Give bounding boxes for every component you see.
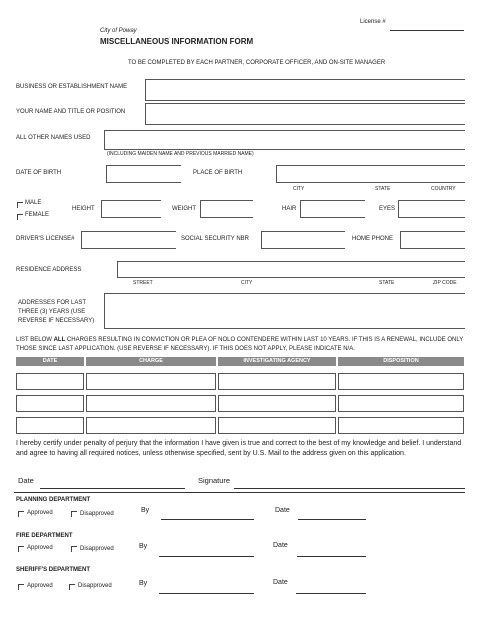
res-street-label: STREET <box>133 280 153 286</box>
sheriff-by-line[interactable] <box>159 593 254 594</box>
ssn-label: SOCIAL SECURITY NBR <box>181 236 250 242</box>
sheriff-date-line[interactable] <box>296 593 366 594</box>
col-charge: CHARGE <box>86 357 216 366</box>
pob-city-label: CITY <box>293 186 305 192</box>
col-agency: INVESTIGATING AGENCY <box>218 357 336 366</box>
drivers-license-field[interactable] <box>81 231 176 249</box>
fire-approved-checkbox[interactable] <box>18 546 24 552</box>
license-label: License # <box>360 19 386 25</box>
prev-addresses-label: ADDRESSES FOR LAST THREE (3) YEARS (USE REVERSE IF NECESSARY) <box>18 300 95 324</box>
charge-row-3-date[interactable] <box>16 417 84 434</box>
height-field[interactable] <box>101 200 161 218</box>
your-name-field[interactable] <box>145 103 465 125</box>
res-city-label: CITY <box>241 280 253 286</box>
sheriff-approved-checkbox[interactable] <box>18 584 24 590</box>
charge-row-3-agency[interactable] <box>218 417 336 434</box>
planning-by-line[interactable] <box>161 519 254 520</box>
planning-date-label: Date <box>275 507 290 514</box>
home-phone-label: HOME PHONE <box>352 236 394 242</box>
dob-label: DATE OF BIRTH <box>16 170 62 176</box>
hair-field[interactable] <box>300 200 365 218</box>
planning-date-line[interactable] <box>298 519 366 520</box>
business-name-field[interactable] <box>145 79 465 101</box>
form-subtitle: TO BE COMPLETED BY EACH PARTNER, CORPORATE OFFICER, AND ON-SITE MANAGER <box>128 60 386 66</box>
res-zip-label: ZIP CODE <box>433 280 457 286</box>
fire-date-line[interactable] <box>297 556 366 557</box>
business-name-label: BUSINESS OR ESTABLISHMENT NAME <box>16 84 128 90</box>
female-label: FEMALE <box>25 212 50 218</box>
signature-date-label: Date <box>18 476 34 485</box>
fire-dept-title: FIRE DEPARTMENT <box>16 533 73 539</box>
charge-row-3-charge[interactable] <box>86 417 216 434</box>
city-name: City of Poway <box>100 28 137 34</box>
pob-country-label: COUNTRY <box>431 186 456 192</box>
pob-label: PLACE OF BIRTH <box>193 170 243 176</box>
residence-field[interactable] <box>117 261 465 278</box>
male-checkbox[interactable] <box>17 202 23 208</box>
your-name-label: YOUR NAME AND TITLE OR POSITION <box>16 109 126 115</box>
sheriff-dept-title: SHERIFF'S DEPARTMENT <box>16 567 90 573</box>
col-date: DATE <box>16 357 84 366</box>
sheriff-disapproved-label: Disapproved <box>78 583 112 589</box>
male-label: MALE <box>25 200 42 206</box>
dob-field[interactable] <box>106 165 181 183</box>
charge-row-1-date[interactable] <box>16 373 84 390</box>
fire-by-line[interactable] <box>159 556 254 557</box>
sheriff-disapproved-checkbox[interactable] <box>69 584 75 590</box>
res-state-label: STATE <box>379 280 395 286</box>
sheriff-approved-label: Approved <box>27 583 53 589</box>
charge-row-2-agency[interactable] <box>218 395 336 412</box>
license-number-field[interactable] <box>390 30 464 31</box>
other-names-hint: (INCLUDING MAIDEN NAME AND PREVIOUS MARRIED NAME) <box>107 151 254 157</box>
form-title: MISCELLANEOUS INFORMATION FORM <box>100 37 254 46</box>
fire-approved-label: Approved <box>27 545 53 551</box>
sheriff-by-label: By <box>139 580 148 587</box>
planning-by-label: By <box>141 507 150 514</box>
fire-disapproved-label: Disapproved <box>80 546 114 552</box>
residence-label: RESIDENCE ADDRESS <box>16 267 82 273</box>
fire-by-label: By <box>139 543 148 550</box>
height-label: HEIGHT <box>72 206 95 212</box>
planning-disapproved-label: Disapproved <box>80 511 114 517</box>
charge-row-1-charge[interactable] <box>86 373 216 390</box>
home-phone-field[interactable] <box>400 231 465 249</box>
charges-instruction: LIST BELOW ALL CHARGES RESULTING IN CONVICTION OR PLEA OF NOLO CONTENDERE WITHIN LAST 10 YEARS. IF THIS IS A RENEWAL, INCLUDE ONLY THOSE SINCE LAST APPLICATION. (USE REVERSE IF NECESSARY). IF THIS DOES NOT APPLY, PLEASE INDICATE N/A. <box>16 337 464 352</box>
drivers-license-label: DRIVER'S LICENSE# <box>16 236 75 242</box>
divider <box>14 492 465 493</box>
planning-approved-checkbox[interactable] <box>18 511 24 517</box>
charge-row-3-disposition[interactable] <box>338 417 464 434</box>
pob-field[interactable] <box>276 165 465 183</box>
planning-disapproved-checkbox[interactable] <box>71 511 77 517</box>
eyes-label: EYES <box>379 206 396 212</box>
signature-line[interactable] <box>234 488 465 489</box>
fire-disapproved-checkbox[interactable] <box>71 546 77 552</box>
planning-approved-label: Approved <box>27 510 53 516</box>
charge-row-2-disposition[interactable] <box>338 395 464 412</box>
pob-state-label: STATE <box>375 186 391 192</box>
other-names-field[interactable] <box>104 130 465 150</box>
col-disposition: DISPOSITION <box>338 357 464 366</box>
signature-date-line[interactable] <box>40 488 185 489</box>
planning-dept-title: PLANNING DEPARTMENT <box>16 497 91 503</box>
certification-text: I hereby certify under penalty of perjury that the information I have given is true and correct to the best of my knowledge and belief. I understand and agree to having all required notices, unless otherwise specified, sent by U.S. Mail to the address given on this application. <box>16 440 462 457</box>
female-checkbox[interactable] <box>17 214 23 220</box>
charge-row-1-agency[interactable] <box>218 373 336 390</box>
charge-row-1-disposition[interactable] <box>338 373 464 390</box>
prev-addresses-field[interactable] <box>104 293 465 329</box>
hair-label: HAIR <box>282 206 297 212</box>
ssn-field[interactable] <box>261 231 345 249</box>
charge-row-2-date[interactable] <box>16 395 84 412</box>
charge-row-2-charge[interactable] <box>86 395 216 412</box>
weight-label: WEIGHT <box>172 206 196 212</box>
weight-field[interactable] <box>200 200 253 218</box>
other-names-label: ALL OTHER NAMES USED <box>16 135 91 141</box>
fire-date-label: Date <box>273 542 288 549</box>
sheriff-date-label: Date <box>273 579 288 586</box>
eyes-field[interactable] <box>398 200 465 218</box>
signature-label: Signature <box>198 476 231 485</box>
